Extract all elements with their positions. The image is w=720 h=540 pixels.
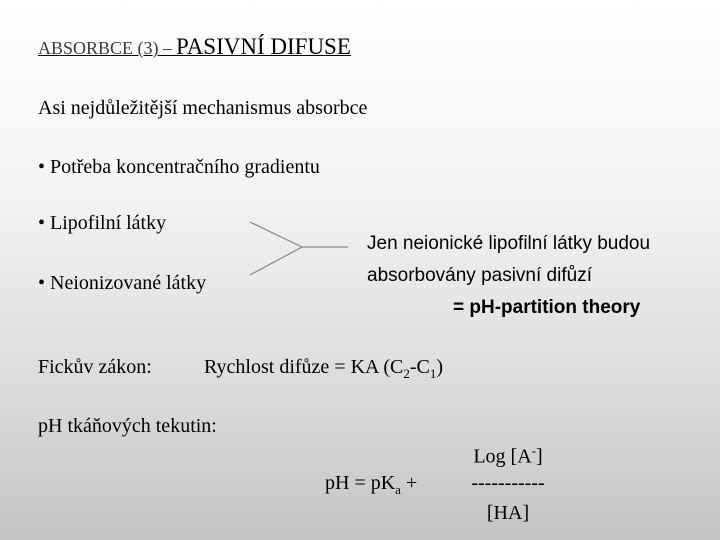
conclusion-line-3: = pH-partition theory	[453, 297, 641, 318]
ph-num-sup: -	[531, 443, 536, 458]
bullet-non-ionized: • Neionizované látky	[38, 272, 206, 295]
bullet-lipophilic: • Lipofilní látky	[38, 212, 166, 235]
upper-line	[250, 222, 302, 247]
ph-denominator: [HA]	[486, 502, 530, 524]
fick-equation	[204, 356, 443, 382]
fick-eq-start: Rychlost difůze = KA (C	[204, 356, 404, 378]
intro-text: Asi nejdůležitější mechanismus absorbce	[38, 97, 368, 119]
ph-label: pH tkáňových tekutin:	[38, 415, 217, 437]
bullet-gradient: • Potřeba koncentračního gradientu	[38, 156, 320, 179]
fick-eq-mid: -C	[409, 356, 430, 378]
title-main: PASIVNÍ DIFUSE	[176, 34, 351, 59]
conclusion-line-1: Jen neionické lipofilní látky budou	[367, 233, 651, 254]
conclusion-line-2: absorbovány pasivní difůzí	[367, 265, 592, 286]
ph-formula-lhs	[325, 472, 417, 498]
fick-label: Fickův zákon:	[38, 356, 152, 378]
title-prefix: ABSORBCE (3) –	[38, 38, 173, 58]
ph-num-end: ]	[536, 445, 543, 468]
ph-lhs-sub: a	[395, 482, 401, 497]
fick-eq-end: )	[436, 356, 444, 378]
fick-sub-1: 1	[429, 366, 437, 381]
ph-numerator	[440, 443, 576, 469]
fick-sub-2: 2	[403, 366, 410, 381]
ph-lhs-start: pH = pK	[325, 472, 396, 494]
ph-num-start: Log [A	[473, 445, 532, 468]
ph-fraction-bar: -----------	[471, 472, 545, 494]
lower-line	[250, 247, 302, 275]
ph-lhs-end: +	[400, 472, 418, 494]
conclusion-block	[367, 228, 650, 324]
